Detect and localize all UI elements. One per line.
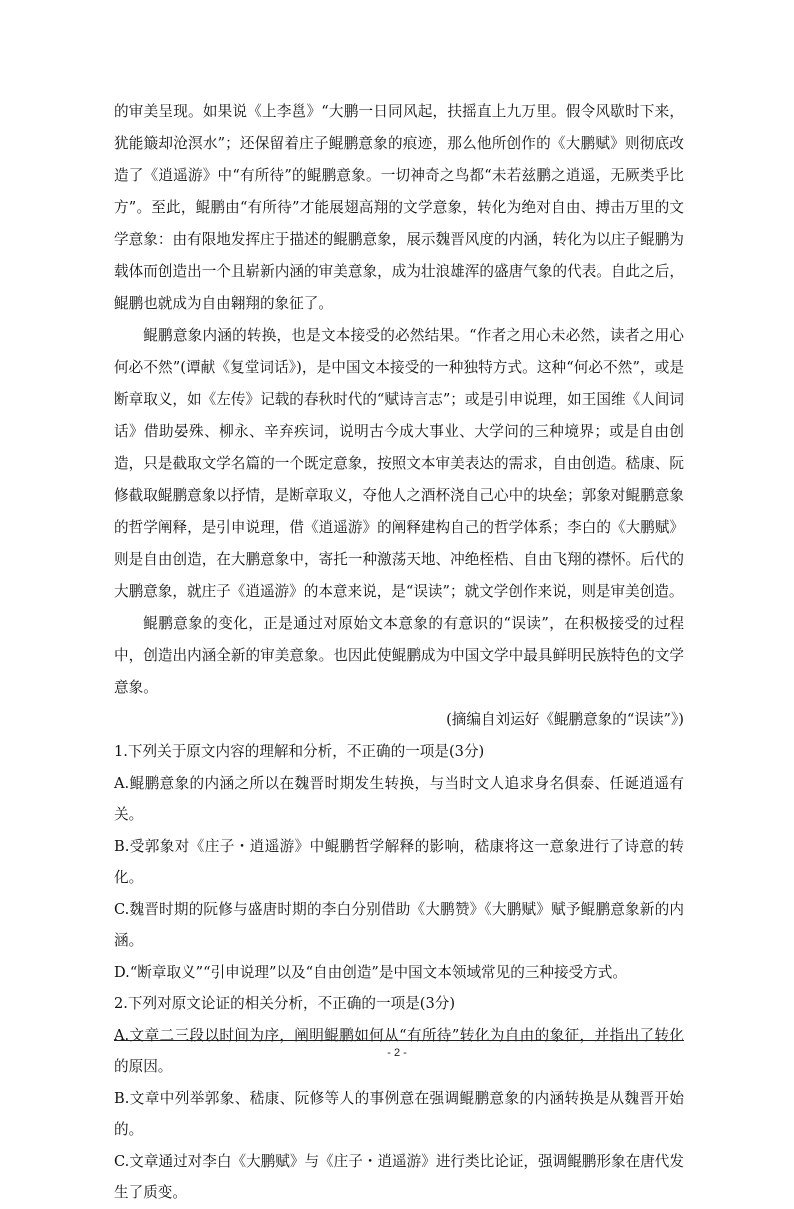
question-stem: 2.下列对原文论证的相关分析，不正确的一项是(3分) [114,995,456,1012]
question-1 [114,736,684,988]
footer-divider [114,1040,684,1041]
source-attribution: (摘编自刘运好《鲲鹏意象的“误读”》) [446,711,684,728]
question-2 [114,988,684,1209]
question-option: A.文章二三段以时间为序，阐明鲲鹏如何从“有所待”转化为自由的象征，并指出了转化的原因。 [114,1026,684,1075]
question-option: A.鲲鹏意象的内涵之所以在魏晋时期发生转换，与当时文人追求身名俱泰、任诞逍遥有关。 [114,774,684,823]
passage-paragraph-2: 鲲鹏意象内涵的转换，也是文本接受的必然结果。“作者之用心未必然，读者之用心何必不然”(谭献《复堂词话》)，是中国文本接受的一种独特方式。这种“何必不然”，或是断章取义，如《左传》记载的春秋时代的“赋诗言志”；或是引申说理，如王国维《人间词话》借助晏殊、柳永、辛弃疾词，说明古今成大事业、大学问的三种境界；或是自由创造，只是截取文学名篇的一个既定意象，按照文本审美表达的需求，自由创造。嵇康、阮修截取鲲鹏意象以抒情，是断章取义，夺他人之酒杯浇自己心中的块垒；郭象对鲲鹏意象的哲学阐释，是引申说理，借《逍遥游》的阐释建构自己的哲学体系；李白的《大鹏赋》则是自由创造，在大鹏意象中，寄托一种激荡天地、冲绝桎梏、自由飞翔的襟怀。后代的大鹏意象，就庄子《逍遥游》的本意来说，是“误读”；就文学创作来说，则是审美创造。 [114,327,684,600]
question-option: B.文章中列举郭象、嵇康、阮修等人的事例意在强调鲲鹏意象的内涵转换是从魏晋开始的。 [114,1089,684,1138]
question-option: B.受郭象对《庄子・逍遥游》中鲲鹏哲学解释的影响，嵇康将这一意象进行了诗意的转化。 [114,837,684,886]
document-page [114,96,684,1209]
passage-paragraph-1: 的审美呈现。如果说《上李邕》“大鹏一日同风起，扶摇直上九万里。假令风歇时下来，犹能簸却沧溟水”；还保留着庄子鲲鹏意象的痕迹，那么他所创作的《大鹏赋》则彻底改造了《逍遥游》中“有所待”的鲲鹏意象。一切神奇之鸟都“未若兹鹏之逍遥，无厥类乎比方”。至此，鲲鹏由“有所待”才能展翅高翔的文学意象，转化为绝对自由、搏击万里的文学意象：由有限地发挥庄于描述的鲲鹏意象，展示魏晋风度的内涵，转化为以庄子鲲鹏为载体而创造出一个且崭新内涵的审美意象，成为壮浪雄浑的盛唐气象的代表。自此之后，鲲鹏也就成为自由翱翔的象征了。 [114,103,684,312]
question-option: C.文章通过对李白《大鹏赋》与《庄子・逍遥游》进行类比论证，强调鲲鹏形象在唐代发生了质变。 [114,1152,684,1201]
passage-paragraph-3: 鲲鹏意象的变化，正是通过对原始文本意象的有意识的“误读”，在积极接受的过程中，创造出内涵全新的审美意象。也因此使鲲鹏成为中国文学中最具鲜明民族特色的文学意象。 [114,615,684,696]
question-option: D.“断章取义”“引申说理”以及“自由创造”是中国文本领域常见的三种接受方式。 [114,963,627,981]
page-number: - 2 - [387,1047,407,1059]
question-option: C.魏晋时期的阮修与盛唐时期的李白分别借助《大鹏赞》《大鹏赋》赋予鲲鹏意象新的内涵。 [114,900,684,949]
question-stem: 1.下列关于原文内容的理解和分析，不正确的一项是(3分) [114,743,485,760]
